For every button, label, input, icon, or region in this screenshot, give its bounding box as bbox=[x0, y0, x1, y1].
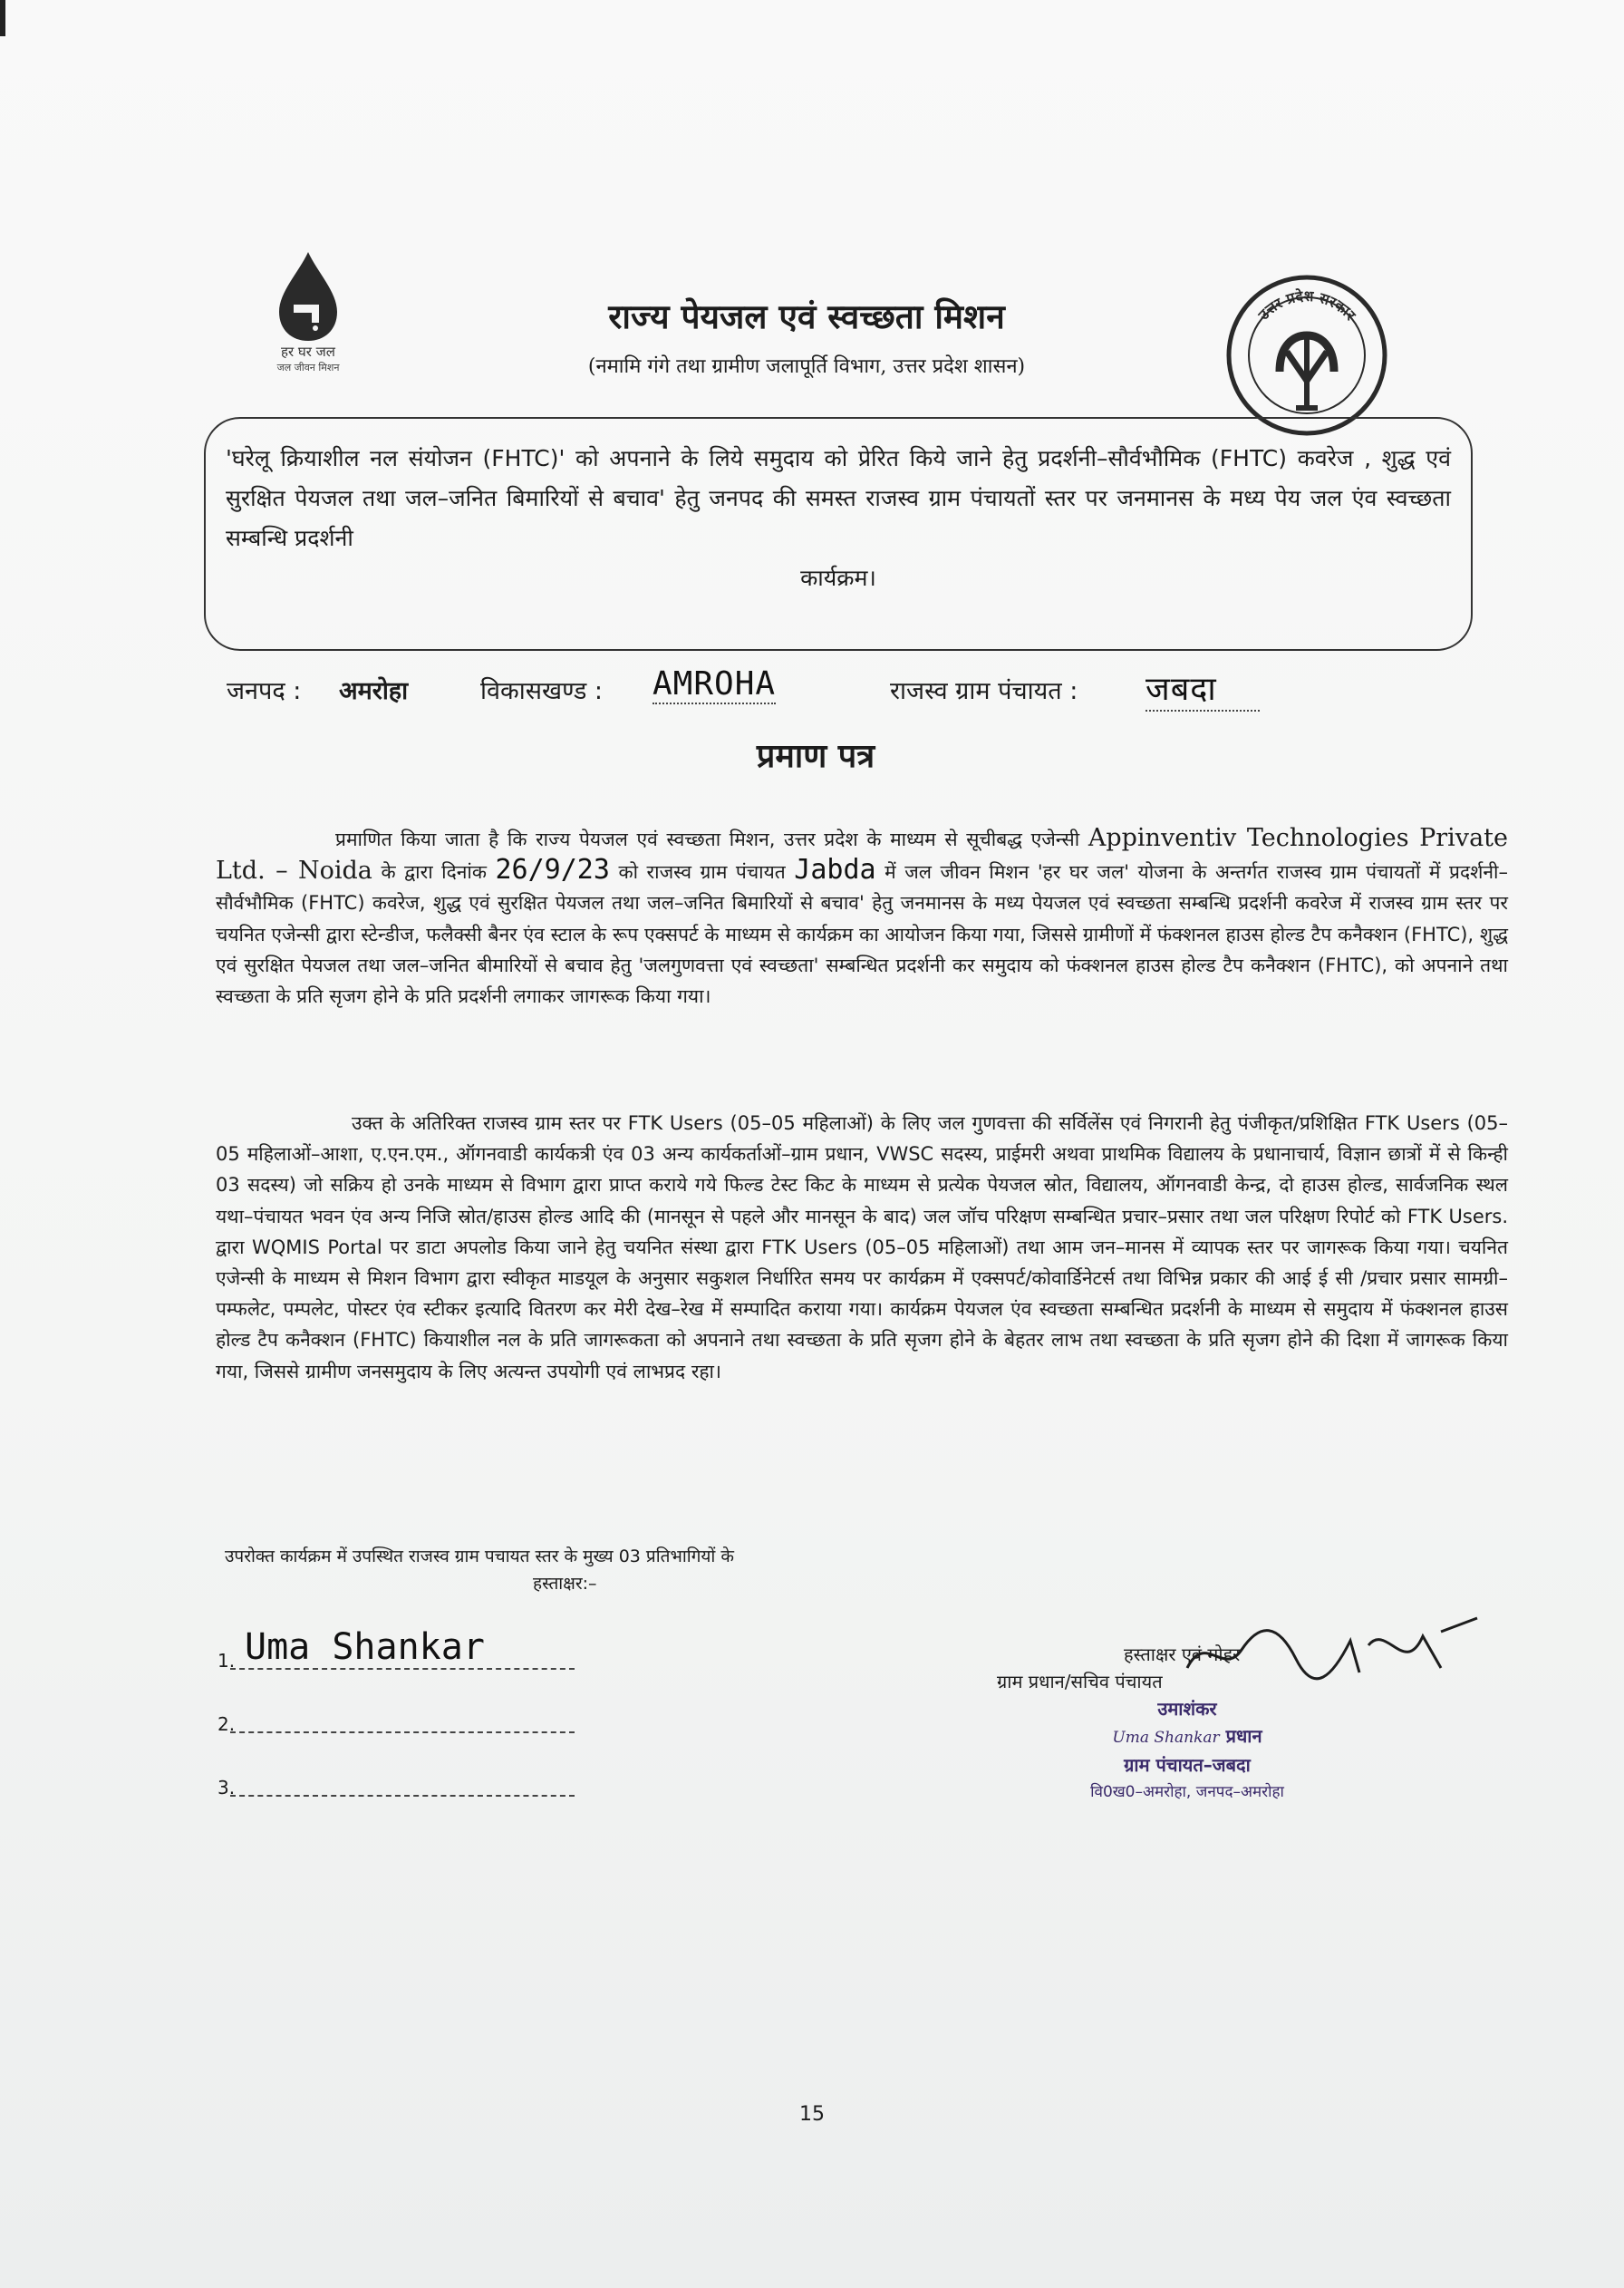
para1-intro: प्रमाणित किया जाता है कि राज्य पेयजल एवं स्वच्छता मिशन, उत्तर प्रदेश के माध्यम से सूचीबद्ध एजेन्सी bbox=[335, 829, 1080, 850]
signature-number: 2. bbox=[218, 1713, 236, 1735]
signature-name: Uma Shankar bbox=[245, 1626, 485, 1668]
page-number: 15 bbox=[799, 2103, 825, 2126]
stamp-title: प्रधान bbox=[1225, 1725, 1262, 1747]
para1-by-date: के द्वारा दिनांक bbox=[381, 861, 487, 884]
signature-line bbox=[218, 1614, 671, 1677]
certificate-paragraph-1 bbox=[216, 823, 1508, 1012]
location-info-row bbox=[227, 665, 1495, 718]
para1-body: में जल जीवन मिशन 'हर घर जल' योजना के अन्तर्गत राजस्व ग्राम पंचायतों में प्रदर्शनी–सौर्वभौमिक (FHTC) कवरेज, शुद्ध एवं सुरक्षित पेयजल तथा जल–जनित बिमारियों से बचाव' हेतु जनमानस के मध्य पेयजल एवं स्वच्छता सम्बन्धि प्रदर्शनी कवरेज में राजस्व ग्राम स्तर पर चयनित एजेन्सी द्वारा स्टेन्डीज, फलैक्सी बैनर एंव स्टाल के रूप एक्सपर्ट के माध्यम से कार्यक्रम का आयोजन किया गया, जिससे ग्रामीणों में फंक्शनल हाउस होल्ड टैप कनैक्शन (FHTC), शुद्ध एवं सुरक्षित पेयजल तथा जल–जनित बीमारियों से बचाव हेतु 'जलगुणवत्ता एवं स्वच्छता' सम्बन्धित प्रदर्शनी कर समुदाय को फंक्शनल हाउस होल्ड टैप कनैक्शन (FHTC), को अपनाने तथा स्वच्छता के प्रति सृजग होने के प्रति प्रदर्शनी लगाकर जागरूक किया गया। bbox=[216, 861, 1508, 1008]
up-government-emblem bbox=[1223, 272, 1391, 440]
signature-line bbox=[218, 1740, 671, 1804]
dashed-line bbox=[230, 1795, 575, 1797]
svg-text:उत्तर प्रदेश सरकार bbox=[1254, 287, 1360, 325]
village-name: Jabda bbox=[794, 854, 876, 887]
dashed-line bbox=[230, 1668, 575, 1670]
participants-note bbox=[225, 1543, 950, 1597]
agency-name: Appinventiv Technologies Private Ltd. – Noida bbox=[216, 824, 1508, 886]
emblem-icon bbox=[1223, 272, 1391, 440]
sign-seal-label: हस्ताक्षर एवं मोहर bbox=[1124, 1643, 1241, 1665]
block-value: AMROHA bbox=[652, 665, 777, 703]
stamp-name: उमाशंकर bbox=[1157, 1698, 1217, 1720]
notice-text: 'घरेलू क्रियाशील नल संयोजन (FHTC)' को अपनाने के लिये समुदाय को प्रेरित किये जाने हेतु प्रदर्शनी–सौर्वभौमिक (FHTC) कवरेज , शुद्ध एवं सुरक्षित पेयजल तथा जल–जनित बिमारियों से बचाव' हेतु जनपद की समस्त राजस्व ग्राम पंचायतों स्तर पर जनमानस के मध्य पेय जल एंव स्वच्छता सम्बन्धि प्रदर्शनी bbox=[226, 445, 1451, 551]
stamp-panchayat: ग्राम पंचायत–जबदा bbox=[1124, 1754, 1251, 1776]
signature-number: 1. bbox=[218, 1650, 236, 1672]
para1-at-panchayat: को राजस्व ग्राम पंचायत bbox=[618, 861, 786, 884]
program-notice bbox=[204, 417, 1473, 651]
mission-subtitle: (नमामि गंगे तथा ग्रामीण जलापूर्ति विभाग, उत्तर प्रदेश शासन) bbox=[587, 355, 1026, 378]
mission-title: राज्य पेयजल एवं स्वच्छता मिशन bbox=[608, 296, 1005, 336]
participants-note-line1: उपरोक्त कार्यक्रम में उपस्थित राजस्व ग्राम पचायत स्तर के मुख्य 03 प्रतिभागियों के bbox=[225, 1546, 734, 1566]
har-ghar-jal-logo bbox=[227, 245, 390, 399]
certificate-paragraph-2: उक्त के अतिरिक्त राजस्व ग्राम स्तर पर FTK Users (05–05 महिलाओं) के लिए जल गुणवत्ता की सर्विलेंस एवं निगरानी हेतु पंजीकृत/प्रशिक्षित FTK Users (05–05 महिलाओं–आशा, ए.एन.एम., ऑगनवाडी कार्यकत्री एंव 03 अन्य कार्यकर्ताओं–ग्राम प्रधान, VWSC सदस्य, प्राईमरी अथवा प्राथमिक विद्यालय के प्रधानाचार्य, विज्ञान छात्रों में से किन्ही 03 सदस्य) जो सक्रिय हो उनके माध्यम से विभाग द्वारा प्राप्त कराये गये फिल्ड टेस्ट किट के माध्यम से प्रत्येक पेयजल स्रोत, विद्यालय, ऑगनवाडी केन्द्र, दो हाउस होल्ड, सार्वजनिक स्थल यथा–पंचायत भवन एंव अन्य निजि स्रोत/हाउस होल्ड आदि की (मानसून से पहले और मानसून के बाद) जल जॉच परिक्षण सम्बन्धित प्रचार–प्रसार तथा जल परिक्षण रिपोर्ट को FTK Users. द्वारा WQMIS Portal पर डाटा अपलोड किया जाने हेतु चयनित संस्था द्वारा FTK Users (05–05 महिलाओं) तथा आम जन–मानस में व्यापक स्तर पर जागरूक किया गया। चयनित एजेन्सी के माध्यम से मिशन विभाग द्वारा स्वीकृत माडयूल के अनुसार सकुशल निर्धारित समय पर कार्यक्रम में एक्सपर्ट/कोवार्डिनेटर्स तथा विभिन्न प्रकार की आई ई सी /प्रचार प्रसार सामग्री–पम्फलेट, पम्पलेट, पोस्टर एंव स्टीकर इत्यादि वितरण कर मेरी देख–रेख में सम्पादित कराया गया। कार्यक्रम पेयजल एंव स्वच्छता सम्बन्धित प्रदर्शनी के माध्यम से समुदाय में फंक्शनल हाउस होल्ड टैप कनैक्शन (FHTC) कियाशील नल के प्रति जागरूकता को अपनाने तथा स्वच्छता के प्रति सृजग होने के बेहतर लाभ तथा स्वच्छता के प्रति सृजग होने की दिशा में जागरूक किया गया, जिससे ग्रामीण जनसमुदाय के लिए अत्यन्त उपयोगी एवं लाभप्रद रहा। bbox=[216, 1112, 1508, 1382]
water-drop-icon bbox=[227, 245, 390, 344]
participants-note-line2: हस्ताक्षर:– bbox=[533, 1574, 597, 1594]
participant-signatures bbox=[218, 1614, 671, 1804]
dashed-line bbox=[230, 1731, 575, 1733]
signature-number: 3. bbox=[218, 1777, 236, 1798]
official-stamp bbox=[997, 1695, 1378, 1806]
pradhan-label: ग्राम प्रधान/सचिव पंचायत bbox=[997, 1671, 1163, 1692]
stamp-place: वि0ख0–अमरोहा, जनपद–अमरोहा bbox=[1090, 1783, 1284, 1801]
panchayat-label: राजस्व ग्राम पंचायत : bbox=[890, 677, 1078, 705]
stamp-name-en: Uma Shankar bbox=[1112, 1729, 1220, 1747]
logo-tagline: हर घर जल bbox=[281, 344, 335, 360]
district-label: जनपद : bbox=[227, 677, 302, 705]
authority-sign-block bbox=[997, 1641, 1378, 1806]
edge-mark bbox=[0, 0, 5, 36]
program-date: 26/9/23 bbox=[495, 854, 610, 887]
block-label: विकासखण्ड : bbox=[480, 677, 604, 705]
certificate-title: प्रमाण पत्र bbox=[756, 738, 875, 775]
logo-subtagline: जल जीवन मिशन bbox=[276, 362, 340, 373]
notice-last-line: कार्यक्रम। bbox=[800, 565, 876, 591]
district-value: अमरोहा bbox=[339, 677, 409, 705]
signature-line bbox=[218, 1677, 671, 1740]
emblem-text: उत्तर प्रदेश सरकार bbox=[1254, 286, 1359, 324]
panchayat-value: जबदा bbox=[1146, 665, 1260, 712]
